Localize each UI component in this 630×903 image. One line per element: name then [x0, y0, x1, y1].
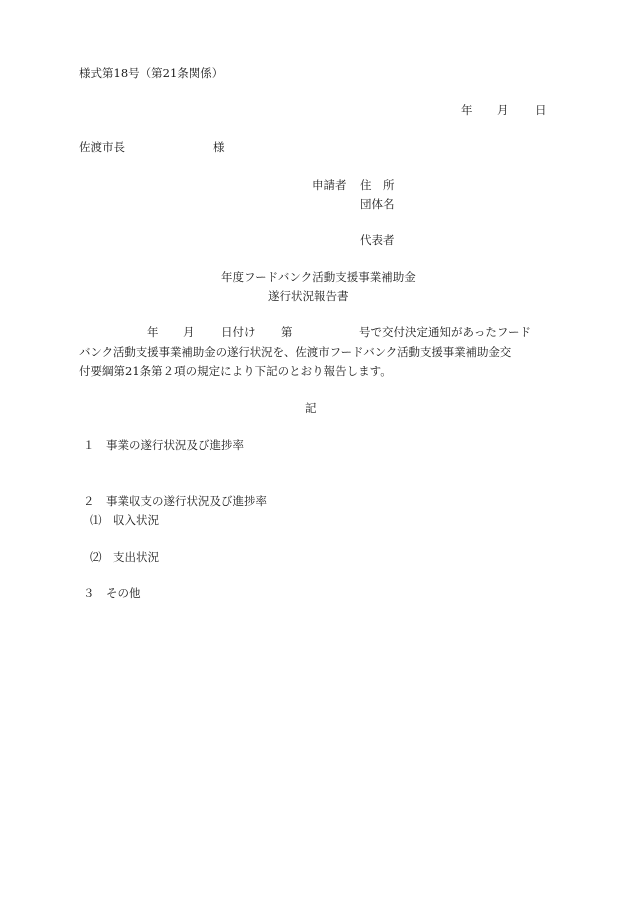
body-line-3: 付要綱第21条第２項の規定により下記のとおり報告します。 [79, 364, 392, 378]
item-2-2: ⑵ 支出状況 [90, 550, 159, 564]
item-3: ３ その他 [83, 586, 141, 600]
form-number: 様式第18号（第21条関係） [79, 66, 224, 80]
body-year: 年 [147, 325, 159, 339]
date-month: 月 [497, 103, 509, 117]
body-line-2: バンク活動支援事業補助金の遂行状況を、佐渡市フードバンク活動支援事業補助金交 [79, 345, 512, 359]
body-line-1-rest: 号で交付決定通知があったフード [359, 325, 532, 339]
item-2: ２ 事業収支の遂行状況及び進捗率 [83, 494, 267, 508]
date-year: 年 [461, 103, 473, 117]
addressee-honorific: 様 [213, 140, 225, 154]
body-month: 月 [183, 325, 195, 339]
applicant-label: 申請者 [312, 178, 347, 192]
title-line-1: 年度フードバンク活動支援事業補助金 [221, 270, 416, 284]
representative-label: 代表者 [360, 233, 395, 247]
group-name-label: 団体名 [360, 197, 395, 211]
address-label: 住 所 [360, 178, 395, 192]
title-line-2: 遂行状況報告書 [268, 289, 349, 303]
addressee-name: 佐渡市長 [79, 140, 125, 154]
body-number: 第 [281, 325, 293, 339]
body-day-dated: 日付け [221, 325, 256, 339]
item-2-1: ⑴ 収入状況 [90, 513, 159, 527]
date-day: 日 [535, 103, 547, 117]
ki-note-heading: 記 [305, 401, 317, 415]
item-1: １ 事業の遂行状況及び進捗率 [83, 438, 244, 452]
